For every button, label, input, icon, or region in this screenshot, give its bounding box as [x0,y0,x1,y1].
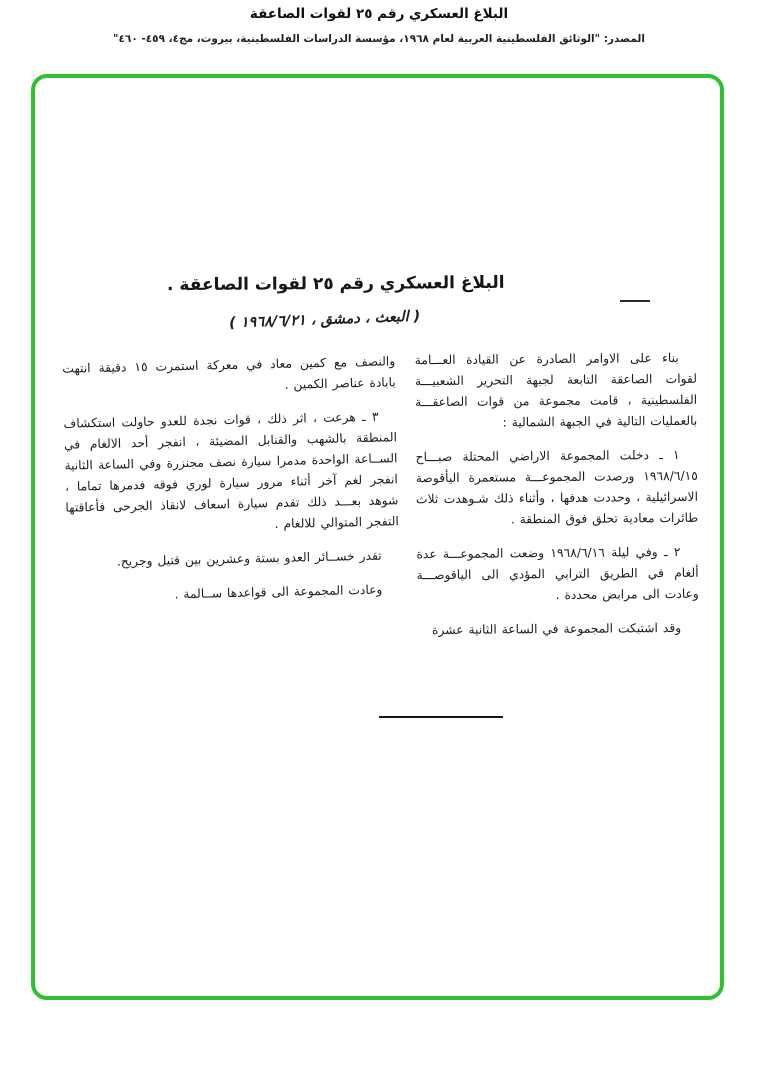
document-title: البلاغ العسكري رقم ٢٥ لقوات الصاعقة . [166,272,505,296]
title-dash-mark [620,300,650,302]
document-frame [31,74,724,1000]
paragraph: وقد اشتبكت المجموعة في الساعة الثانية عشرة [431,620,682,638]
paragraph: تقدر خســائر العدو بستة وعشرين بين قتيل وجريح. [116,548,382,569]
right-column [415,348,700,654]
paragraph: وعادت المجموعة الى قواعدها ســالمة . [174,582,383,602]
left-column [62,351,401,620]
paragraph: ١ ـ دخلت المجموعة الاراضي المحتلة صبـــاح ١٩٦٨/٦/١٥ ورصدت المجموعـــة مستعمرة اليأقوصة الاسرائيلية ، وحددت هدفها ، وأثناء ذلك شـوهدت ثلاث طائرات معادية تحلق فوق المنطقة . [415,447,699,527]
scanned-document [35,78,720,996]
bottom-rule [379,716,503,718]
paragraph: ٣ ـ هرعت ، اثر ذلك ، قوات نجدة للعدو حاولت استكشاف المنطقة بالشهب والقنابل المضيئة ، انفجر أحد الالغام في الســاعة الواحدة مدمرا سيارة نصف مجنزرة وفي الساعة الثانية انفجر لغم آخر أثناء مرور سيارة لوري فوقه فدمرها تماما ، شوهد بعـــد ذلك تقدم سيارة اسعاف لانقاذ الجرحى فأعاقتها التفجر المتوالي للالغام . [63,409,400,532]
paragraph: ٢ ـ وفي ليلة ١٩٦٨/٦/١٦ وضعت المجموعـــة عدة ألغام في الطريق الترابي المؤدي الى الياقوصـــة وعادت الى مرابض محددة . [416,544,699,603]
page-header [0,6,758,45]
page-title: البلاغ العسكري رقم ٢٥ لقوات الصاعقة [249,6,509,22]
document-byline: ( البعث ، دمشق ، ١٩٦٨/٦/٢١ ) [228,308,421,332]
paragraph: والنصف مع كمين معاد في معركة استمرت ١٥ دقيقة انتهت بابادة عناصر الكمين . [62,354,396,392]
source-citation: المصدر: "الوثائق الفلسطينية العربية لعام ١٩٦٨، مؤسسة الدراسات الفلسطينية، بيروت، مج٤، ٤٥٩- ٤٦٠" [113,33,645,45]
paragraph: بناء على الاوامر الصادرة عن القيادة العـــامة لقوات الصاعقة التابعة لجبهة التحرير الشعبيـــة الفلسطينية ، قامت مجموعة من قوات الصاعقـــة بالعمليات التالية في الجبهة الشمالية : [414,350,698,430]
